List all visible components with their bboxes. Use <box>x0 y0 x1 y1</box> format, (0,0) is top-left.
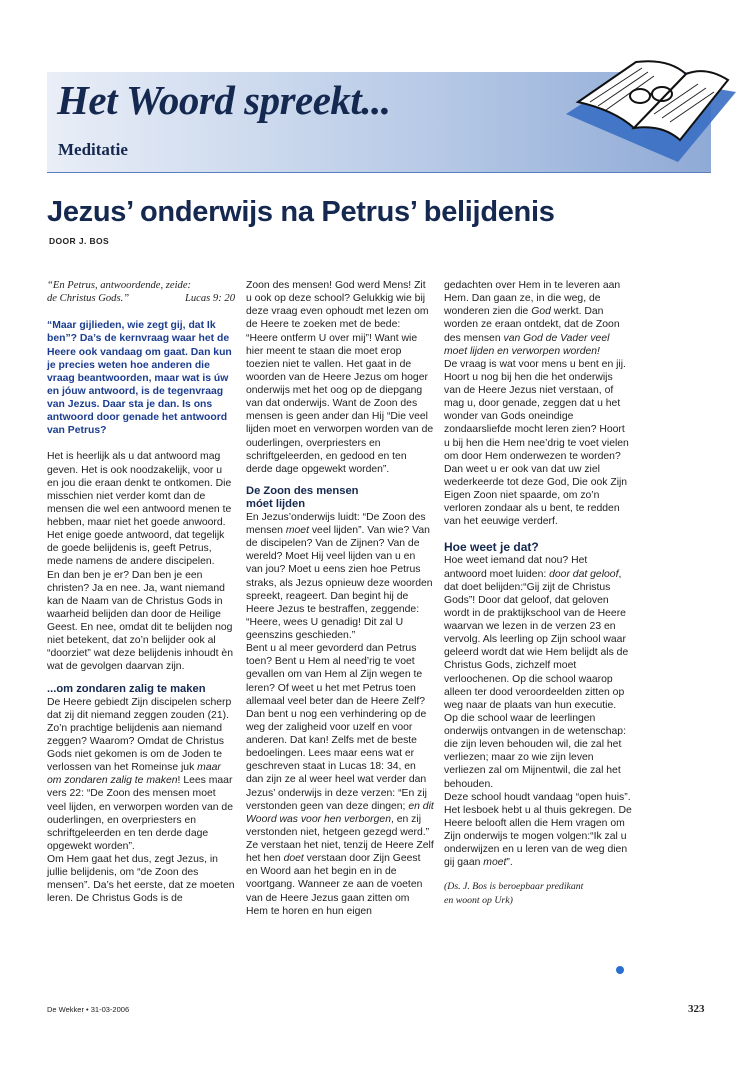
paragraph: Zoon des mensen! God werd Mens! Zit u ook op deze school? Gelukkig wie bij deze vraag even ophoudt met lezen om de Heere te zoeken met de bede: “Heere ontferm U over mij”! Want wie hier meent te staan die moet erop toezien niet te vallen. Het gaat in de woorden van de Heere Jezus om hoger onderwijs met het oog op de diepgang van dat onderwijs. Want de Zoon des mensen is geen ander dan Hij “Die veel lijden moet en verworpen worden van de ouderlingen, overpriesters en schriftgeleerden, en gedood en ten derde dage opgewekt worden”. <box>246 280 434 475</box>
byline: DOOR J. BOS <box>49 236 110 246</box>
section-title: Het Woord spreekt... <box>57 77 391 123</box>
open-book-icon <box>558 44 738 164</box>
paragraph: De vraag is wat voor mens u bent en jij. Hoort u nog bij hen die het onderwijs van de Heere Jezus niet verstaan, of mag u, door genade, zeggen dat u het wonder van Gods oneindige zondaarsliefde mocht leren zien? Hoort u bij hen die Hem nee’drig te voet vielen om door Hem onderwezen te worden? Dan weet u er ook van dat uw ziel wederkeerde tot deze God, Die ook Zijn Eigen Zoon niet spaarde, om zo’n verloren zondaar als u bent, te redden van het eeuwige verderf. <box>444 358 629 528</box>
footer-publication: De Wekker • 31-03-2006 <box>47 1005 130 1014</box>
article-title: Jezus’ onderwijs na Petrus’ belijdenis <box>47 196 555 228</box>
paragraph: En Jezus’onderwijs luidt: “De Zoon des mensen moet veel lijden”. Van wie? Van de discipelen? Van de Zijnen? Van de wereld? Moet Hij veel lijden van u en van jou? Moet u eens zien hoe Petrus straks, als Jezus opnieuw deze woorden spreekt, reageert. Dan begint hij de Heere Jezus te bestraffen, zeggende: “Heere, wees U genadig! Dit zal U geenszins geschieden.” <box>246 511 433 641</box>
epigraph-text: de Christus Gods.” <box>47 293 130 305</box>
paragraph: Hoe weet iemand dat nou? Het antwoord moet luiden: door dat geloof, dat doet belijden:“Gij zijt de Christus Gods”! Door dat geloof, dat geloven wordt in de praktijkschool van de Heere waarvan we lezen in de verzen 23 en vervolg. Als leerling op Zijn school waar geleerd wordt dat wie Hem belijdt als de Christus Gods, zichzelf moet verloochenen. Op die school waarop alleen ter dood veroordeelden zitten op weg naar de plaats van hun executie. Op die school waar de leerlingen onderwijs ontvangen in de wetenschap: die zijn leven behouden wil, die zal het verliezen; maar zo wie zijn leven verliezen zal om Mijnentwil, die zal het behouden. <box>444 555 629 790</box>
intro-paragraph: “Maar gijlieden, wie zegt gij, dat Ik ben”? Da’s de kernvraag waar het de Heere ook vandaag om gaat. Dan kun je precies weten hoe anderen die vraag beantwoorden, maar wat is úw en jóuw antwoord, is de tegenvraag van Jezus. Daar sta je dan. Is ons antwoord door genade het antwoord van Petrus? <box>47 320 232 437</box>
subheading: Hoe weet je dat? <box>444 540 539 555</box>
paragraph: De Heere gebiedt Zijn discipelen scherp dat zij dit niemand zeggen zouden (21). Zo’n prachtige belijdenis aan niemand zeggen? Waarom? Omdat de Christus Gods niet gekomen is om de Joden te verlossen van het Romeinse juk maar om zondaren zalig te maken! Lees maar vers 22: “De Zoon des mensen moet veel lijden, en verworpen worden van de ouderlingen, en overpriesters en schriftgeleerden en ten derde dage opgewekt worden”. <box>47 696 233 852</box>
paragraph: gedachten over Hem in te leveren aan Hem. Dan gaan ze, in die weg, de wonderen zien die God werkt. Dan worden ze eraan ontdekt, dat de Zoon des mensen van God de Vader veel moet lijden en verworpen worden! <box>444 280 621 357</box>
subheading: ...om zondaren zalig te maken <box>47 682 206 695</box>
column-1 <box>47 279 235 906</box>
paragraph: Het is heerlijk als u dat antwoord mag geven. Het is ook noodzakelijk, voor u en jou die eraan denkt te ontkomen. Die misschien niet verder komt dan de mensen die wel een antwoord menen te hebben, maar niet het goede anwoord. Het enige goede antwoord, dat tegelijk de goede belijdenis is, geeft Petrus, mede namens de andere discipelen. <box>47 451 232 568</box>
epigraph-line-1: “En Petrus, antwoordende, zeide: <box>47 280 192 291</box>
column-3 <box>444 279 632 908</box>
end-mark-dot-icon <box>616 966 624 974</box>
paragraph: Bent u al meer gevorderd dan Petrus toen? Bent u Hem al need’rig te voet gevallen om van Hem al Zijn wegen te leren? Of weet u het met Petrus toen allemaal veel beter dan de Heere Zelf? Dan bent u nog een verhindering op de weg der zaligheid voor uzelf en voor anderen. Dat kan! Zelfs met de beste bedoelingen. Lees maar eens wat er geschreven staat in Lucas 18: 34, en dan zijn ze al weer heel wat verder dan Jezus’ onderwijs in deze verzen: “En zij verstonden geen van deze dingen; en dit Woord was voor hen verborgen, en zij verstonden niet, hetgeen gezegd werd.” <box>246 643 434 838</box>
author-note: (Ds. J. Bos is beroepbaar predikant en woont op Urk) <box>444 881 584 907</box>
paragraph: Ze verstaan het niet, tenzij de Heere Zelf het hen doet verstaan door Zijn Geest en Woord aan het begin en in de voortgang. Wanneer ze aan de voeten van de Heere Jezus gaan zitten om Hem te horen en hun eigen <box>246 840 434 917</box>
paragraph: En dan ben je er? Dan ben je een christen? Ja en nee. Ja, want niemand kan de Naam van de Christus Gods in waarheid belijden dan door de Heilige Geest. En nee, omdat dit te belijden nog niet betekent, dat zo’n belijder ook al “doorziet” wat deze belijdenis inhoudt èn wat de gevolgen daarvan zijn. <box>47 569 233 673</box>
column-2 <box>246 279 434 918</box>
subheading: De Zoon des mensen móet lijden <box>246 484 359 510</box>
epigraph-line-2 <box>47 292 235 305</box>
paragraph: Deze school houdt vandaag “open huis”. Het lesboek hebt u al thuis gekregen. De Heere belooft allen die Hem vragen om Zijn onderwijs te mogen volgen:“Ik zal u onderwijzen en u leren van de weg dien gij gaan moet”. <box>444 791 632 869</box>
paragraph: Om Hem gaat het dus, zegt Jezus, in jullie belijdenis, om “de Zoon des mensen”. Da’s het eerste, dat ze moeten leren. De Christus Gods is de <box>47 854 235 905</box>
page-number: 323 <box>688 1003 705 1015</box>
section-subtitle: Meditatie <box>58 140 128 159</box>
epigraph-reference: Lucas 9: 20 <box>184 293 235 305</box>
